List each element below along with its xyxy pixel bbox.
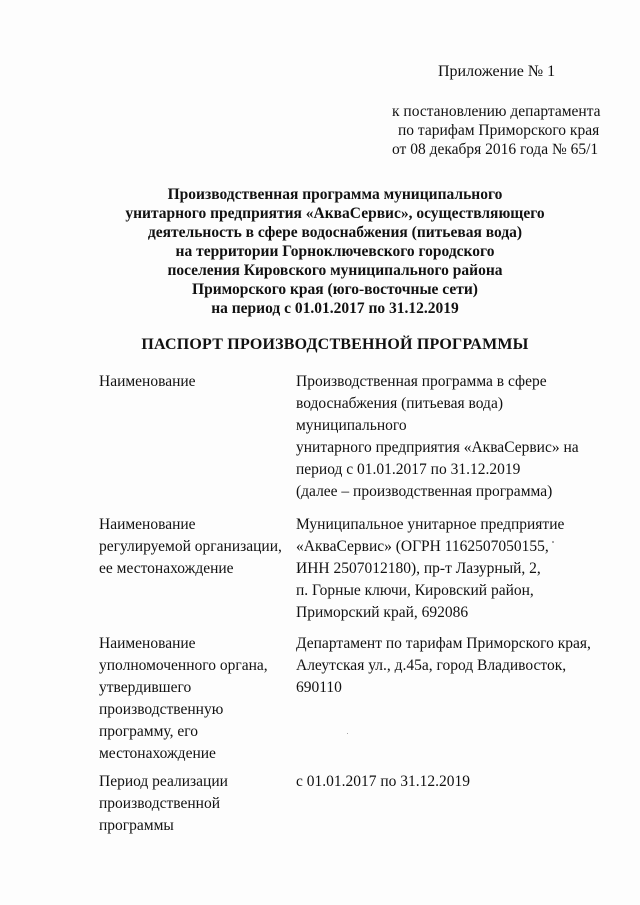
label-line: производственной: [99, 795, 221, 812]
label-line: Наименование: [99, 516, 196, 533]
title-line: на период с 01.01.2017 по 31.12.2019: [211, 300, 459, 317]
title-line: деятельность в сфере водоснабжения (питьевая вода): [147, 224, 523, 241]
value-line: Производственная программа в сфере: [296, 373, 547, 390]
scan-speck: [347, 733, 348, 734]
value-line: «АкваСервис» (ОГРН 1162507050155,: [296, 538, 549, 555]
value-line: муниципального: [296, 417, 407, 434]
appendix-ref-line: к постановлению департамента: [392, 103, 601, 120]
value-line: ИНН 2507012180), пр-т Лазурный, 2,: [296, 560, 541, 577]
value-line: п. Горные ключи, Кировский район,: [296, 582, 534, 599]
value-line: период с 01.01.2017 по 31.12.2019: [296, 461, 521, 478]
value-line: (далее – производственная программа): [296, 483, 553, 500]
value-line: водоснабжения (питьевая вода): [296, 395, 503, 412]
title-line: унитарного предприятия «АкваСервис», осуществляющего: [125, 205, 545, 222]
document-title: [100, 185, 570, 318]
appendix-reference: [392, 102, 601, 159]
passport-heading: ПАСПОРТ ПРОИЗВОДСТВЕННОЙ ПРОГРАММЫ: [141, 336, 529, 353]
value-line: унитарного предприятия «АкваСервис» на: [296, 439, 579, 456]
label-line: ее местонахождение: [99, 560, 234, 577]
row-value: [296, 771, 606, 793]
title-line: Приморского края (юго-восточные сети): [192, 281, 478, 298]
label-line: утвердившего: [99, 679, 192, 696]
label-line: программы: [99, 817, 174, 834]
row-label: [99, 371, 289, 393]
row-label: [99, 771, 289, 837]
value-line: Муниципальное унитарное предприятие: [296, 516, 565, 533]
value-line: Алеутская ул., д.45а, город Владивосток,: [296, 657, 567, 674]
value-line: с 01.01.2017 по 31.12.2019: [296, 773, 471, 790]
value-line: 690110: [296, 679, 342, 696]
title-line: на территории Горноключевского городского: [175, 243, 495, 260]
row-value: [296, 633, 606, 699]
row-label: [99, 514, 289, 580]
label-line: Период реализации: [99, 773, 228, 790]
appendix-ref-line: от 08 декабря 2016 года № 65/1: [392, 141, 599, 158]
title-line: Производственная программа муниципального: [167, 186, 503, 203]
row-label: [99, 633, 289, 765]
label-line: уполномоченного органа,: [99, 657, 268, 674]
title-line: поселения Кировского муниципального района: [167, 262, 503, 279]
appendix-ref-line: по тарифам Приморского края: [398, 122, 600, 139]
label-line: Наименование: [99, 373, 196, 390]
row-value: [296, 514, 606, 624]
label-line: регулируемой организации,: [99, 538, 282, 555]
appendix-title: Приложение № 1: [438, 63, 556, 80]
value-line: Департамент по тарифам Приморского края,: [296, 635, 591, 652]
row-value: [296, 371, 606, 503]
label-line: местонахождение: [99, 745, 216, 762]
label-line: производственную: [99, 701, 224, 718]
label-line: программу, его: [99, 723, 198, 740]
label-line: Наименование: [99, 635, 196, 652]
value-line: Приморский край, 692086: [296, 604, 469, 621]
scan-speck: [552, 541, 554, 543]
